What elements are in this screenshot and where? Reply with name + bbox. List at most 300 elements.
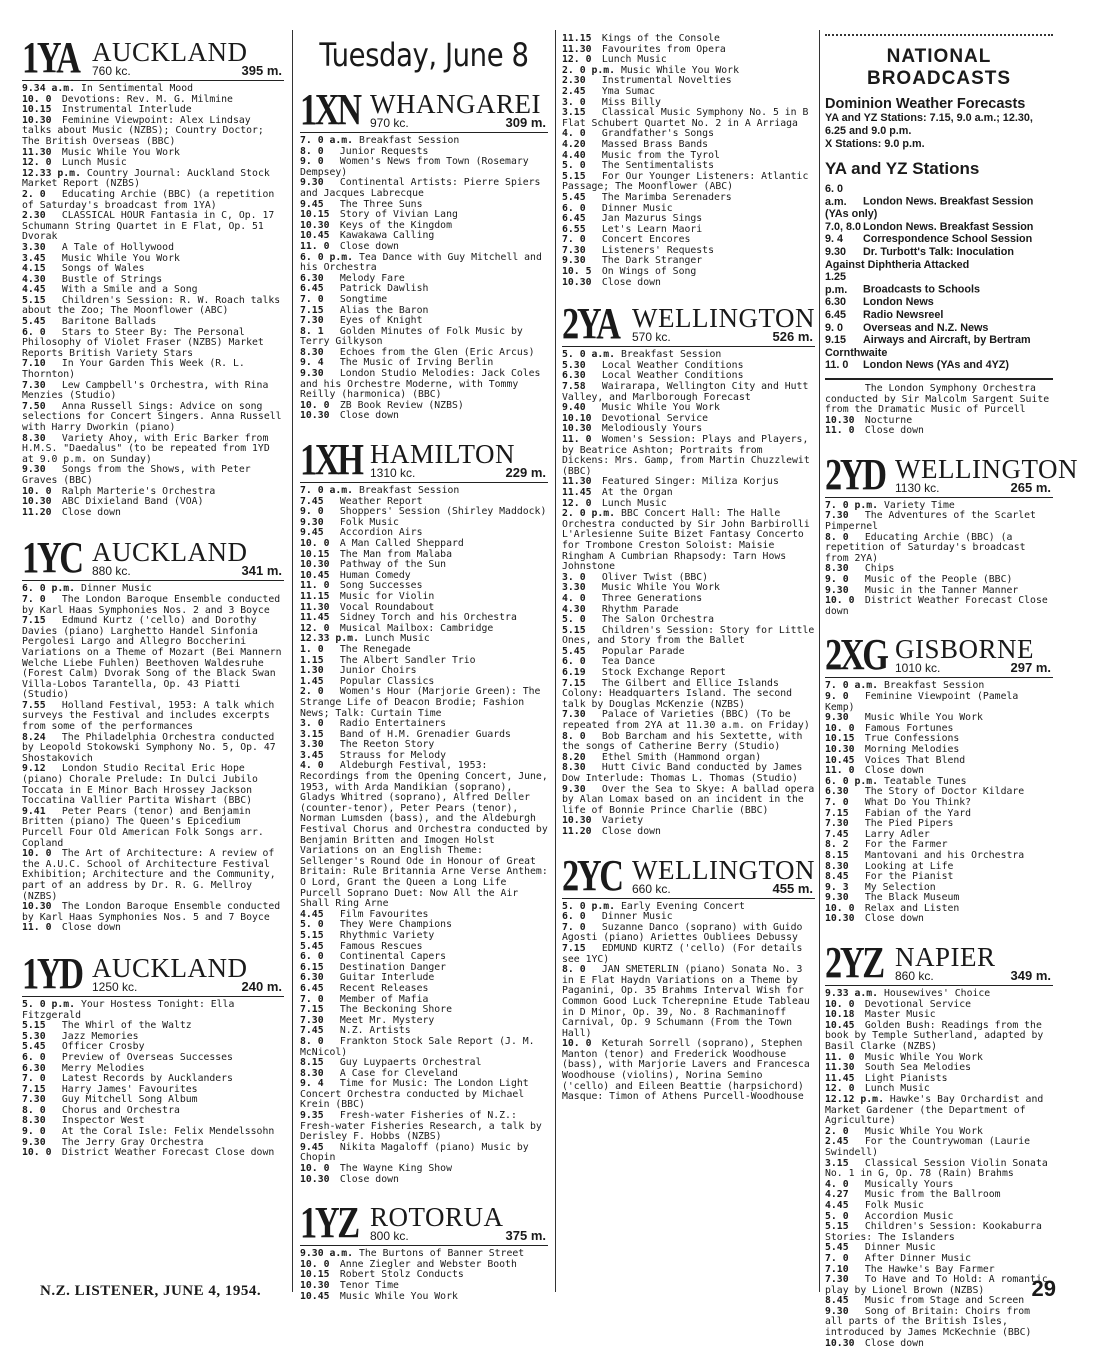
programme-text: Close down — [864, 913, 924, 925]
programme-time: 9.45 — [300, 527, 324, 539]
programme-text: Golden Minutes of Folk Music by Terry Gilkyson — [300, 325, 523, 348]
station-header — [300, 82, 548, 133]
programme-text: Holland Festival, 1953: A talk which surveys the Festival and includes excerpts from some of the performances — [22, 699, 275, 733]
programme-text: Country Journal: Auckland Stock Market Report (NZBS) — [22, 167, 270, 190]
programme-list — [825, 989, 1053, 1349]
programme-item — [22, 849, 284, 902]
programme-text: The Albert Sandler Trio — [339, 654, 476, 666]
programme-time: 7.15 — [22, 615, 46, 627]
programme-time: 3.30 — [562, 582, 586, 594]
programme-time: 6.30 — [300, 272, 324, 284]
programme-text: Music While You Work — [339, 1290, 458, 1302]
station-1yz — [300, 1195, 548, 1302]
programme-text: The Pied Pipers — [864, 818, 954, 830]
programme-time: 5. 0 p.m. — [22, 998, 76, 1010]
programme-text: Famous Fortunes — [864, 722, 954, 734]
programme-time: 10.30 — [22, 114, 52, 126]
programme-item — [562, 488, 815, 499]
programme-text: Ralph Marterie's Orchestra — [61, 485, 216, 497]
programme-text: Women's News from Town (Rosemary Dempsey) — [300, 156, 529, 178]
programme-item — [300, 1111, 548, 1143]
programme-text: Wairarapa, Wellington City and Hutt Valley, and Marlborough Forecast — [562, 381, 809, 403]
programme-text: Music While You Work — [601, 582, 720, 594]
programme-text: Bustle of Strings — [61, 273, 163, 285]
programme-time: 5.45 — [825, 1242, 849, 1254]
programme-text: N.Z. Artists — [339, 1025, 411, 1037]
programme-time: 2. 0 — [825, 1125, 849, 1137]
programme-text: London Studio Melodies: Jack Coles and his Orchestre Moderne, with Tommy Reilly (harmonica) (BBC) — [300, 368, 541, 401]
programme-time: 10.30 — [300, 410, 330, 422]
programme-text: Hawke's Bay Orchardist and Market Gardener (the Department of Agriculture) — [825, 1094, 1044, 1127]
programme-time: 10.15 — [300, 1269, 330, 1281]
programme-text: Concert Encores — [601, 234, 691, 246]
programme-text: Guitar Interlude — [339, 972, 435, 984]
programme-item — [562, 594, 815, 605]
programme-text: Song Successes — [339, 580, 423, 592]
programme-text: Master Music — [864, 1009, 936, 1021]
station-city: AUCKLAND — [92, 952, 248, 983]
programme-text: Kings of the Console — [601, 33, 720, 44]
programme-time: 11.30 — [562, 476, 592, 488]
national-time: 7.0, 8.0 — [825, 220, 862, 233]
programme-time: 10.30 — [825, 743, 855, 755]
programme-time: 8.45 — [825, 871, 849, 883]
programme-text: My Selection — [864, 881, 936, 893]
programme-item — [825, 533, 1053, 565]
programme-text: Rhythmic Variety — [339, 929, 435, 941]
programme-item — [825, 511, 1053, 532]
programme-text: The Black Museum — [864, 892, 960, 904]
programme-time: 11.15 — [300, 590, 330, 602]
programme-item — [22, 807, 284, 849]
programme-time: 12. 0 — [300, 622, 330, 634]
programme-time: 8.30 — [300, 1067, 324, 1079]
programme-text: Keturah Sorrell (soprano), Stephen Manton (tenor) and Frederick Woodhouse (bass), with Marjorie Lavers and Francesca Woodhouse (violins), Norina Semino ('cello) and Eileen Beattie (harpsichord) Masque: Timon of Athens Purcell-Woodhouse — [562, 1038, 810, 1103]
programme-text: Vocal Roundabout — [339, 601, 435, 613]
programme-text: Lunch Music — [601, 497, 667, 509]
programme-time: 9.30 — [825, 712, 849, 724]
programme-item — [825, 914, 1053, 925]
programme-item — [825, 1222, 1053, 1243]
programme-item — [300, 1143, 548, 1164]
programme-text: Music While You Work — [864, 1125, 983, 1137]
programme-time: 5.15 — [562, 170, 586, 182]
programme-text: Fresh-water Fisheries of N.Z.: Fresh-water Fisheries Research, a talk by Derisley F. Hobbs (NZBS) — [300, 1110, 542, 1143]
programme-time: 11. 0 — [22, 922, 52, 934]
programme-time: 10.30 — [300, 219, 330, 231]
programme-text: Music from the Ballroom — [864, 1189, 1001, 1201]
station-city: AUCKLAND — [92, 37, 248, 67]
programme-item — [825, 1159, 1053, 1180]
national-text: Broadcasts to Schools — [863, 283, 980, 296]
programme-list — [300, 1249, 548, 1302]
programme-list — [825, 501, 1053, 618]
programme-time: 7.30 — [300, 1014, 324, 1026]
programme-text: Guy Mitchell Song Album — [61, 1094, 198, 1106]
programme-list — [562, 34, 815, 288]
footer-credit: N.Z. LISTENER, JUNE 4, 1954. — [40, 1283, 262, 1299]
programme-item — [825, 1339, 1053, 1349]
programme-time: 10.15 — [300, 209, 330, 221]
programme-text: Relax and Listen — [864, 902, 960, 914]
programme-time: 6. 0 — [300, 951, 324, 963]
programme-item — [300, 761, 548, 909]
programme-item — [22, 190, 284, 211]
station-1yd — [22, 946, 284, 1159]
programme-text: Tea Dance — [601, 656, 655, 668]
station-1yc — [22, 530, 284, 934]
programme-list — [22, 84, 284, 518]
programme-text: The Gilbert and Ellice Islands Colony: Headquarters Island. The second talk by Douglas McKenzie (NZBS) — [562, 677, 793, 710]
programme-time: 1. 0 — [300, 643, 324, 655]
programme-item — [300, 1175, 548, 1186]
national-time: 9. 4 — [825, 233, 844, 246]
programme-time: 4. 0 — [562, 592, 586, 604]
programme-text: Miss Billy — [601, 96, 661, 108]
programme-item — [22, 764, 284, 806]
programme-time: 4.45 — [22, 284, 46, 296]
programme-text: A Case for Cleveland — [339, 1067, 458, 1079]
programme-text: Dinner Music — [81, 583, 152, 595]
programme-time: 8.30 — [825, 860, 849, 872]
programme-time: 4. 0 — [825, 1178, 849, 1190]
programme-time: 6.30 — [825, 786, 849, 798]
programme-time: 6.30 — [562, 370, 586, 382]
programme-time: 7.15 — [825, 807, 849, 819]
programme-text: Baritone Ballads — [61, 316, 157, 328]
programme-text: Kawakawa Calling — [339, 230, 435, 242]
station-1yz-continued — [562, 34, 815, 288]
programme-text: Close down — [601, 825, 661, 837]
programme-text: Close down — [864, 765, 924, 777]
programme-text: Close down — [61, 506, 121, 518]
programme-time: 10.45 — [300, 1290, 330, 1302]
programme-text: Sidney Torch and his Orchestra — [339, 612, 517, 624]
programme-text: Favourites from Opera — [601, 43, 726, 55]
station-wavelength: 395 m. — [241, 63, 282, 78]
programme-text: Songs of Wales — [61, 263, 145, 275]
date-heading: Tuesday, June 8 — [319, 36, 529, 74]
programme-text: Inspector West — [61, 1115, 145, 1127]
programme-time: 9.30 a.m. — [300, 1248, 354, 1260]
programme-text: Pathway of the Sun — [339, 559, 447, 571]
programme-text: Devotions: Rev. M. G. Milmine — [61, 93, 233, 105]
programme-time: 9. 0 — [300, 506, 324, 518]
station-header — [300, 432, 548, 483]
programme-item — [22, 1148, 284, 1159]
programme-text: ABC Dixieland Band (VOA) — [61, 496, 204, 508]
programme-item — [825, 384, 1053, 416]
programme-time: 10.15 — [825, 733, 855, 745]
programme-text: Junior Requests — [339, 145, 429, 157]
station-1xh — [300, 432, 548, 1185]
programme-text: Song of Britain: Choirs from all parts of the British Isles, introduced by James McKechnie (BBC) — [825, 1305, 1032, 1339]
programme-time: 10. 0 — [22, 485, 52, 497]
programme-text: The Sentimentalists — [601, 160, 714, 172]
programme-text: Melodiously Yours — [601, 423, 703, 435]
programme-text: District Weather Forecast Close down — [61, 1147, 275, 1159]
programme-text: Lunch Music — [601, 54, 667, 66]
station-call-sign: 2YZ — [825, 938, 883, 988]
programme-text: Children's Session: R. W. Roach talks about the Zoo; The Moonflower (ABC) — [22, 294, 281, 317]
programme-time: 7.45 — [300, 1025, 324, 1037]
programme-text: Breakfast Session — [359, 485, 460, 497]
programme-time: 11.20 — [562, 825, 592, 837]
programme-text: Peter Pears (tenor) and Benjamin Britten (piano) The Queen's Epicedium Purcell Four Old American Folk Songs arr. Copland — [22, 805, 264, 849]
station-call-sign: 2YD — [825, 449, 885, 499]
programme-time: 9. 3 — [825, 881, 849, 893]
station-header — [300, 1195, 548, 1246]
station-frequency: 860 kc. — [895, 969, 934, 984]
station-2ya — [562, 296, 815, 837]
programme-time: 2. 0 p.m. — [562, 508, 616, 520]
programme-text: Close down — [864, 425, 924, 437]
programme-time: 2.30 — [562, 75, 586, 87]
programme-time: 10.30 — [300, 1280, 330, 1291]
programme-time: 10. 0 — [22, 848, 52, 860]
programme-list — [825, 681, 1053, 925]
programme-item — [562, 382, 815, 403]
programme-time: 1.15 — [300, 654, 324, 666]
programme-text: For the Farmer — [864, 839, 948, 851]
station-frequency: 1010 kc. — [895, 661, 941, 676]
station-call-sign: 1XH — [300, 435, 362, 485]
programme-text: Folk Music — [864, 1199, 924, 1211]
station-city: NAPIER — [895, 942, 996, 973]
programme-text: Instrumental Interlude — [61, 104, 192, 116]
programme-time: 2.30 — [22, 210, 46, 222]
programme-item — [300, 931, 548, 942]
station-header — [562, 848, 815, 899]
programme-time: 10.30 — [562, 423, 592, 435]
programme-time: 10. 0 — [22, 93, 52, 105]
programme-time: 4.20 — [562, 138, 586, 150]
national-item — [825, 296, 1053, 309]
station-header — [22, 530, 284, 581]
column-rule — [819, 30, 820, 1292]
programme-time: 10.30 — [300, 559, 330, 571]
programme-text: Your Hostess Tonight: Ella Fitzgerald — [22, 998, 235, 1021]
programme-time: 5.15 — [22, 294, 46, 306]
programme-list — [22, 1000, 284, 1159]
programme-time: 9. 0 — [825, 691, 849, 702]
weather-heading: Dominion Weather Forecasts — [825, 96, 1026, 112]
programme-time: 6.19 — [562, 667, 586, 679]
programme-time: 6. 0 — [562, 911, 586, 923]
programme-text: In Sentimental Mood — [81, 83, 194, 94]
ya-yz-list — [825, 183, 1053, 372]
programme-text: Oliver Twist (BBC) — [601, 571, 709, 583]
programme-time: 6.45 — [562, 213, 586, 225]
programme-time: 9.45 — [300, 1141, 324, 1153]
programme-time: 6. 0 — [562, 656, 586, 668]
programme-text: Eyes of Knight — [339, 315, 423, 327]
programme-text: Palace of Varieties (BBC) (To be repeated from 2YA at 11.30 a.m. on Friday) — [562, 709, 810, 732]
programme-text: Lunch Music — [364, 633, 430, 645]
programme-time: 5.45 — [562, 191, 586, 203]
programme-time: 9. 0 — [300, 156, 324, 168]
programme-time: 9.34 a.m. — [22, 83, 76, 94]
programme-text: The Adventures of the Scarlet Pimpernel — [825, 510, 1036, 533]
programme-text: With a Smile and a Song — [61, 284, 198, 296]
programme-text: Larry Adler — [864, 828, 930, 840]
programme-time: 5.15 — [562, 624, 586, 636]
programme-time: 10.45 — [300, 569, 330, 581]
programme-text: Music While You Work — [864, 1051, 983, 1063]
station-wavelength: 297 m. — [1010, 660, 1051, 676]
station-frequency: 570 kc. — [632, 330, 671, 345]
programme-time: 8.30 — [562, 762, 586, 774]
programme-time: 7. 0 — [22, 1073, 46, 1085]
programme-time: 9.45 — [300, 198, 324, 210]
programme-item — [562, 710, 815, 731]
programme-time: 5.45 — [562, 645, 586, 657]
station-city: ROTORUA — [370, 1202, 504, 1233]
programme-time: 8.30 — [22, 432, 46, 444]
national-time: 6.45 — [825, 308, 847, 321]
station-wavelength: 349 m. — [1010, 968, 1051, 984]
station-header — [562, 296, 815, 347]
station-header — [825, 627, 1053, 678]
programme-time: 7.10 — [825, 1263, 849, 1275]
programme-text: At the Coral Isle: Felix Mendelssohn — [61, 1126, 275, 1138]
programme-time: 7.45 — [300, 495, 324, 507]
programme-text: Ethel Smith (Hammond organ) — [601, 751, 762, 763]
programme-text: Accordion Airs — [339, 527, 423, 539]
programme-item — [300, 178, 548, 199]
programme-time: 10. 0 — [300, 1258, 330, 1270]
programme-text: The Story of Doctor Kildare — [864, 786, 1025, 798]
station-wavelength: 526 m. — [772, 329, 813, 345]
station-wavelength: 375 m. — [505, 1228, 546, 1244]
programme-text: Popular Parade — [601, 645, 685, 657]
programme-time: 4.45 — [300, 908, 324, 920]
programme-time: 5.30 — [562, 359, 586, 371]
programme-time: 9.30 — [562, 783, 586, 795]
programme-text: Stars to Steer By: The Personal Philosophy of Violet Fraser (NZBS) Market Reports British Variety Stars — [22, 326, 264, 359]
programme-item — [825, 426, 1053, 437]
national-time: 6.30 — [825, 296, 847, 309]
programme-text: Chips — [864, 563, 895, 575]
programme-text: Harry James' Favourites — [61, 1083, 198, 1095]
station-city: WHANGAREI — [370, 89, 541, 119]
programme-text: Featured Singer: Miliza Korjus — [601, 476, 779, 488]
programme-item — [825, 1275, 1053, 1296]
programme-time: 8. 0 — [22, 1104, 46, 1116]
programme-text: Breakfast Session — [884, 680, 985, 692]
programme-time: 10. 0 — [300, 399, 330, 411]
programme-time: 7.30 — [300, 315, 324, 327]
programme-item — [22, 381, 284, 402]
programme-time: 6. 0 p.m. — [22, 583, 76, 595]
station-frequency: 970 kc. — [370, 116, 409, 130]
programme-time: 4.30 — [22, 273, 46, 285]
national-broadcasts-box — [825, 34, 1053, 372]
programme-time: 12.33 p.m. — [22, 167, 81, 179]
programme-time: 10.30 — [562, 276, 592, 288]
programme-time: 9.40 — [562, 402, 586, 414]
programme-item — [22, 402, 284, 434]
programme-time: 2.45 — [562, 85, 586, 97]
programme-text: Children's Session: Kookaburra Stories: The Islanders — [825, 1221, 1042, 1243]
programme-time: 5. 0 — [562, 614, 586, 626]
programme-item — [300, 687, 548, 719]
programme-text: Music in the Tanner Manner — [864, 584, 1019, 596]
programme-list — [300, 136, 548, 422]
programme-text: Songtime — [339, 293, 388, 305]
programme-text: Let's Learn Maori — [601, 223, 703, 235]
programme-item — [22, 1000, 284, 1021]
programme-time: 10.30 — [825, 414, 855, 426]
national-time: 9.15 — [825, 334, 847, 347]
programme-text: Musically Yours — [864, 1178, 954, 1190]
programme-time: 11. 0 — [825, 765, 855, 777]
programme-time: 3. 0 — [562, 571, 586, 583]
programme-time: 3. 0 — [562, 96, 586, 108]
programme-list — [562, 902, 815, 1103]
programme-text: A Man Called Sheppard — [339, 538, 464, 549]
programme-time: 3.30 — [22, 241, 46, 253]
programme-text: South Sea Melodies — [864, 1062, 972, 1074]
programme-text: Local Weather Conditions — [601, 370, 744, 382]
programme-item — [825, 1307, 1053, 1339]
programme-item — [562, 172, 815, 193]
programme-text: The Dark Stranger — [601, 255, 703, 267]
programme-text: Children's Session: Story for Little Ones, and Story from the Ballet — [562, 624, 815, 647]
station-city: HAMILTON — [370, 439, 516, 470]
programme-text: Lunch Music — [61, 157, 127, 169]
programme-text: The Man from Malaba — [339, 548, 452, 560]
station-city: AUCKLAND — [92, 537, 248, 568]
programme-text: The London Baroque Ensemble conducted by Karl Haas Symphonies Nos. 5 and 7 Boyce — [22, 901, 281, 923]
programme-time: 11.15 — [562, 33, 592, 44]
programme-time: 3.15 — [825, 1157, 849, 1169]
programme-text: Continental Capers — [339, 951, 447, 963]
programme-text: At the Organ — [601, 486, 673, 498]
national-text: Correspondence School Session — [863, 233, 1033, 246]
programme-time: 10. 0 — [22, 1147, 52, 1159]
programme-time: 8. 0 — [300, 1035, 324, 1047]
programme-item — [562, 923, 815, 944]
programme-text: Melody Fare — [339, 272, 405, 284]
station-frequency: 800 kc. — [370, 1229, 409, 1244]
programme-time: 11.20 — [22, 506, 52, 518]
programme-time: 9.41 — [22, 805, 46, 817]
station-call-sign: 2XG — [825, 630, 887, 680]
programme-text: Edmund Kurtz ('cello) and Dorothy Davies (piano) Larghetto Handel Sinfonia Pergolesi Largo and Allegro Boccherini Variations on a Theme of Mozart (Bei Mannern Welche Liebe Fuhlen) Beethoven Waldesruhe (Forest Calm) Dvorak Song of the Black Swan Villa-Lobos Tarantella, Op. 43 Piatti (Studio) — [22, 615, 282, 701]
programme-item — [22, 116, 284, 148]
programme-time: 5. 0 a.m. — [562, 349, 616, 361]
programme-time: 7.15 — [562, 677, 586, 689]
programme-time: 8. 0 — [300, 145, 324, 157]
programme-time: 6.15 — [300, 961, 324, 973]
programme-time: 3.45 — [22, 252, 46, 264]
programme-text: The Music of Irving Berlin — [339, 357, 494, 369]
programme-text: Variety Ahoy, with Eric Barker from H.M.S. "Daedalus" (to be repeated from 1YD at 9.0 p.m. on Sunday) — [22, 432, 270, 465]
programme-time: 9.30 — [300, 368, 324, 380]
national-text: London News (YAs and 4YZ) — [863, 359, 1009, 372]
programme-text: Jan Mazurus Sings — [601, 213, 703, 225]
programme-text: The Wayne King Show — [339, 1163, 452, 1175]
programme-text: Jazz Memories — [61, 1030, 139, 1042]
programme-text: Music While You Work — [601, 402, 720, 414]
programme-text: CLASSICAL HOUR Fantasia in C, Op. 17 Schumann String Quartet in E Flat, Op. 51 Dvorak — [22, 210, 275, 243]
programme-text: Music While You Work — [61, 252, 180, 264]
national-item — [825, 271, 1053, 296]
programme-time: 1.30 — [300, 665, 324, 677]
programme-text: Musical Mailbox: Cambridge — [339, 622, 494, 634]
programme-text: For the Countrywoman (Laurie Swindell) — [825, 1136, 1031, 1158]
